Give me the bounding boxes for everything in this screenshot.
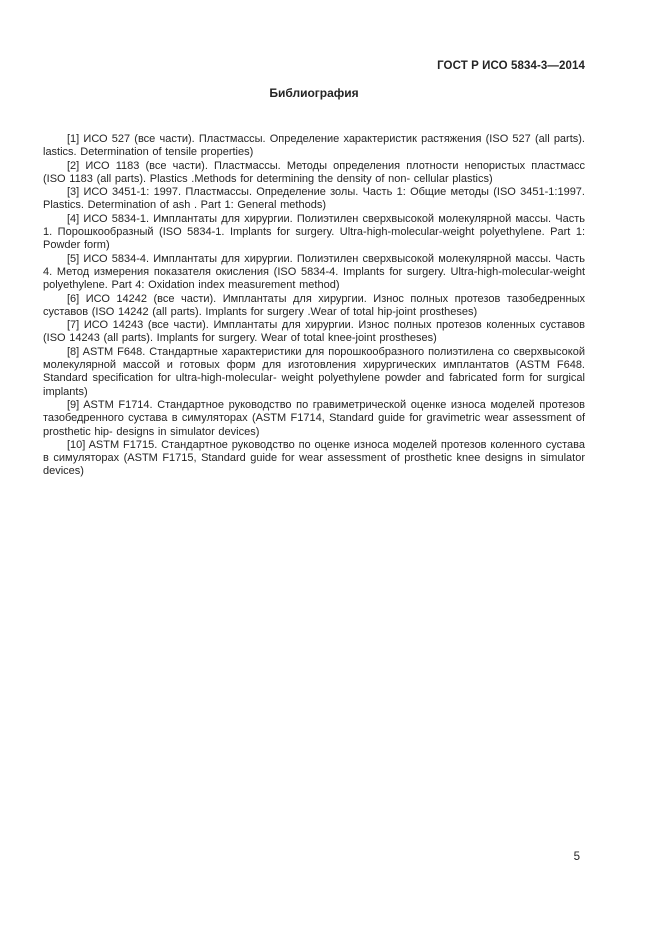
bibliography-entry: [9] ASTM F1714. Стандартное руководство по гравиметрической оценке износа моделей протезов тазобедренного сустава в симуляторах (ASTM F1714, Standard guide for gravimetric wear assessment of prosthetic hip- designs in simulator devices)	[43, 398, 585, 438]
bibliography-entry: [3] ИСО 3451-1: 1997. Пластмассы. Определение золы. Часть 1: Общие методы (ISO 3451-1:1997. Plastics. Determination of ash . Part 1: General methods)	[43, 186, 585, 212]
bibliography-entry: [6] ИСО 14242 (все части). Имплантаты для хирургии. Износ полных протезов тазобедренных суставов (ISO 14242 (all parts). Implants for surgery .Wear of total hip-joint prostheses)	[43, 292, 585, 318]
bibliography-section	[43, 133, 585, 479]
page-title: Библиография	[269, 86, 359, 100]
bibliography-entry: [8] ASTM F648. Стандартные характеристики для порошкообразного полиэтилена со сверхвысокой молекулярной массой и готовых форм для изготовления хирургических имплантатов (ASTM F648. Standard specification for ultra-high-molecular- weight polyethylene powder and fabricated form for surgical implants)	[43, 345, 585, 398]
bibliography-entry: [10] ASTM F1715. Стандартное руководство по оценке износа моделей протезов коленного сустава в симуляторах (ASTM F1715, Standard guide for wear assessment of prosthetic knee designs in simulator devices)	[43, 438, 585, 478]
document-header-code: ГОСТ Р ИСО 5834-3—2014	[437, 60, 585, 72]
page-number: 5	[573, 851, 580, 863]
bibliography-entry: [1] ИСО 527 (все части). Пластмассы. Определение характеристик растяжения (ISO 527 (all parts). lastics. Determination of tensile properties)	[43, 133, 585, 159]
bibliography-entry: [2] ИСО 1183 (все части). Пластмассы. Методы определения плотности непористых пластмасс (ISO 1183 (all parts). Plastics .Methods for determining the density of non- cellular plastics)	[43, 159, 585, 185]
bibliography-entry: [4] ИСО 5834-1. Имплантаты для хирургии. Полиэтилен сверхвысокой молекулярной массы. Часть 1. Порошкообразный (ISO 5834-1. Implants for surgery. Ultra-high-molecular-weight polyethylene. Part 1: Powder form)	[43, 212, 585, 252]
bibliography-entry: [7] ИСО 14243 (все части). Имплантаты для хирургии. Износ полных протезов коленных суставов (ISO 14243 (all parts). Implants for surgery. Wear of total knee-joint prostheses)	[43, 319, 585, 345]
bibliography-entry: [5] ИСО 5834-4. Имплантаты для хирургии. Полиэтилен сверхвысокой молекулярной массы. Часть 4. Метод измерения показателя окисления (ISO 5834-4. Implants for surgery. Ultra-high-molecular-weight polyethylene. Part 4: Oxidation index measurement method)	[43, 252, 585, 292]
